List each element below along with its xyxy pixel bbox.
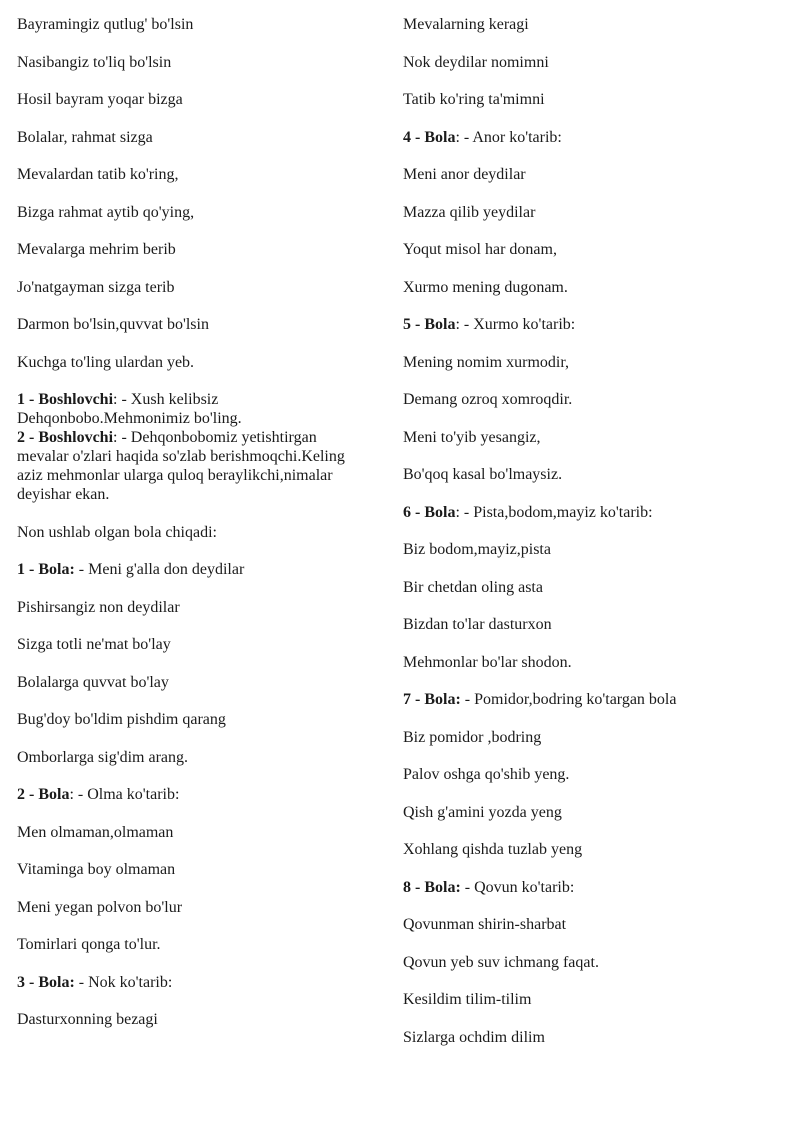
speaker-label: 7 - Bola: [403, 691, 461, 708]
text-line: Biz pomidor ,bodring [403, 728, 542, 746]
text-line: Kesildim tilim-tilim [403, 991, 532, 1008]
dialogue-line: 8 - Bola: - Qovun ko'tarib: [403, 878, 575, 896]
text-line: Sizlarga ochdim dilim [403, 1028, 545, 1046]
dialogue-line: 7 - Bola: - Pomidor,bodring ko'targan bola [403, 691, 677, 708]
speaker-label: 5 - Bola [403, 316, 456, 333]
text-line: Darmon bo'lsin,quvvat bo'lsin [17, 316, 209, 333]
text-line: Jo'natgayman sizga terib [17, 278, 175, 296]
dialogue-line: 2 - Bola: - Olma ko'tarib: [17, 786, 180, 803]
text-line: Pishirsangiz non deydilar [17, 598, 180, 616]
text-line: Hosil bayram yoqar bizga [17, 91, 183, 108]
speaker-label: 8 - Bola: [403, 878, 461, 896]
text-line: Mevalarga mehrim berib [17, 241, 176, 258]
text-line: Palov oshga qo'shib yeng. [403, 766, 570, 783]
left-column [17, 15, 391, 1048]
text-line: Sizga totli ne'mat bo'lay [17, 636, 171, 653]
text-line: Bizdan to'lar dasturxon [403, 616, 552, 633]
speaker-label: 4 - Bola [403, 128, 456, 146]
text-line: Bug'doy bo'ldim pishdim qarang [17, 711, 226, 728]
text-line: Mevalardan tatib ko'ring, [17, 166, 179, 183]
text-line: Tomirlari qonga to'lur. [17, 936, 161, 953]
right-column [403, 15, 788, 1065]
text-line: Omborlarga sig'dim arang. [17, 748, 188, 766]
speaker-label: 2 - Boshlovchi [17, 429, 114, 446]
text-line: Meni to'yib yesangiz, [403, 428, 541, 446]
dialogue-line: 3 - Bola: - Nok ko'tarib: [17, 973, 173, 991]
speaker-label: 1 - Boshlovchi [17, 391, 114, 408]
dialogue-line: 6 - Bola: - Pista,bodom,mayiz ko'tarib: [403, 503, 653, 521]
text-line: Bayramingiz qutlug' bo'lsin [17, 16, 194, 33]
speaker-label: 3 - Bola: [17, 973, 75, 991]
text-line: Non ushlab olgan bola chiqadi: [17, 523, 217, 541]
speaker-label: 6 - Bola [403, 503, 456, 521]
text-line: Qish g'amini yozda yeng [403, 803, 562, 821]
text-line: Mevalarning keragi [403, 16, 529, 33]
text-line: Men olmaman,olmaman [17, 823, 174, 841]
text-line: Tatib ko'ring ta'mimni [403, 91, 545, 108]
text-line: Bolalar, rahmat sizga [17, 128, 153, 146]
dialogue-line: 1 - Boshlovchi: - Xush kelibsiz Dehqonbobo.Mehmonimiz bo'ling. [17, 391, 242, 427]
text-line: Vitaminga boy olmaman [17, 861, 176, 878]
dialogue-line: 1 - Bola: - Meni g'alla don deydilar [17, 561, 245, 578]
text-line: Bizga rahmat aytib qo'ying, [17, 203, 195, 221]
text-line: Dasturxonning bezagi [17, 1011, 158, 1028]
text-line: Mazza qilib yeydilar [403, 203, 536, 221]
dialogue-line: 2 - Boshlovchi: - Dehqonbobomiz yetishtirgan mevalar o'zlari haqida so'zlab berishmoqchi.Keling aziz mehmonlar ularga quloq beraylikchi,nimalar deyishar ekan. [17, 429, 345, 503]
text-line: Nok deydilar nomimni [403, 53, 549, 71]
speaker-label: 2 - Bola [17, 786, 70, 803]
text-line: Qovunman shirin-sharbat [403, 916, 567, 933]
text-line: Meni anor deydilar [403, 166, 526, 183]
speaker-label: 1 - Bola: [17, 561, 75, 578]
text-line: Bir chetdan oling asta [403, 578, 543, 596]
text-line: Nasibangiz to'liq bo'lsin [17, 53, 172, 71]
text-line: Qovun yeb suv ichmang faqat. [403, 953, 599, 971]
dialogue-line: 4 - Bola: - Anor ko'tarib: [403, 128, 562, 146]
dialogue-line: 5 - Bola: - Xurmo ko'tarib: [403, 316, 576, 333]
text-line: Xurmo mening dugonam. [403, 278, 568, 296]
text-line: Mehmonlar bo'lar shodon. [403, 653, 572, 671]
text-line: Bo'qoq kasal bo'lmaysiz. [403, 466, 563, 483]
text-line: Demang ozroq xomroqdir. [403, 391, 573, 408]
text-line: Meni yegan polvon bo'lur [17, 898, 183, 916]
text-line: Yoqut misol har donam, [403, 241, 557, 258]
text-line: Kuchga to'ling ulardan yeb. [17, 353, 195, 371]
text-line: Bolalarga quvvat bo'lay [17, 673, 169, 691]
text-line: Mening nomim xurmodir, [403, 353, 570, 371]
text-line: Biz bodom,mayiz,pista [403, 541, 551, 558]
text-line: Xohlang qishda tuzlab yeng [403, 841, 583, 858]
